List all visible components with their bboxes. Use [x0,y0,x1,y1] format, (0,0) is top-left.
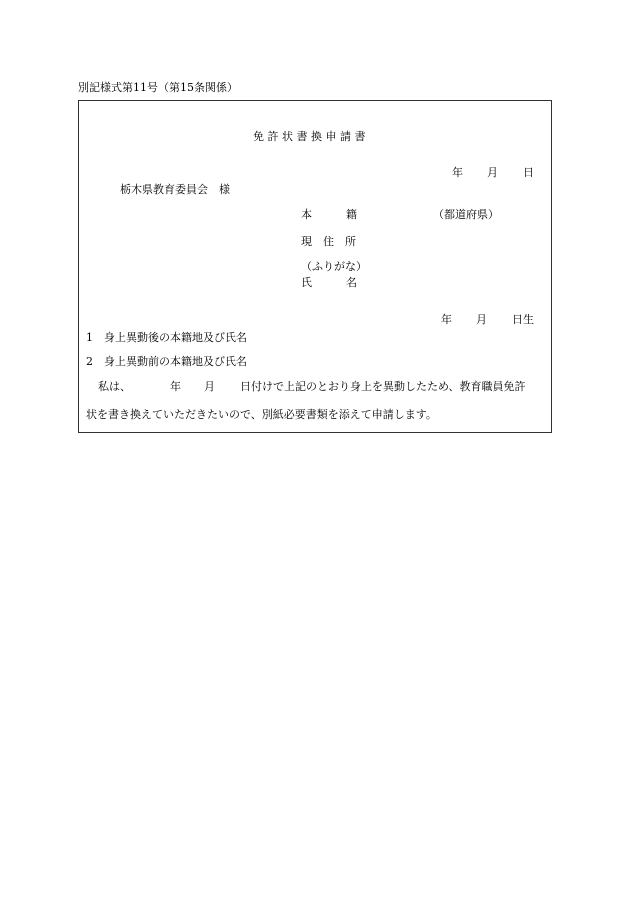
item-1-text: 身上異動後の本籍地及び氏名 [104,331,247,344]
honseki-label-2: 籍 [346,208,357,221]
furigana-label: （ふりがな） [301,260,367,273]
date-year-label: 年 [452,166,463,179]
date-month-label: 月 [487,166,498,179]
form-title: 免 許 状 書 換 申 請 書 [253,130,366,143]
address-label: 現 住 所 [301,235,356,248]
item-1-number: 1 [86,331,93,344]
birth-year-label: 年 [441,313,452,326]
name-label-1: 氏 [301,276,312,289]
statement-start: 私は、 [98,380,131,393]
statement-month: 月 [204,380,215,393]
form-number-label: 別記様式第11号（第15条関係） [78,81,238,94]
todofuken-label: （都道府県） [433,208,499,221]
birth-day-label: 日生 [512,313,534,326]
item-2-number: 2 [86,355,93,368]
statement-year: 年 [170,380,181,393]
statement-line2: 状を書き換えていただきたいので、別紙必要書類を添えて申請します。 [86,408,437,421]
honseki-label-1: 本 [301,208,312,221]
birth-month-label: 月 [476,313,487,326]
date-day-label: 日 [523,166,534,179]
addressee: 栃木県教育委員会 様 [120,183,230,196]
statement-line1-rest: 日付けで上記のとおり身上を異動したため、教育職員免許 [240,380,526,393]
name-label-2: 名 [346,276,357,289]
item-2-text: 身上異動前の本籍地及び氏名 [104,355,247,368]
